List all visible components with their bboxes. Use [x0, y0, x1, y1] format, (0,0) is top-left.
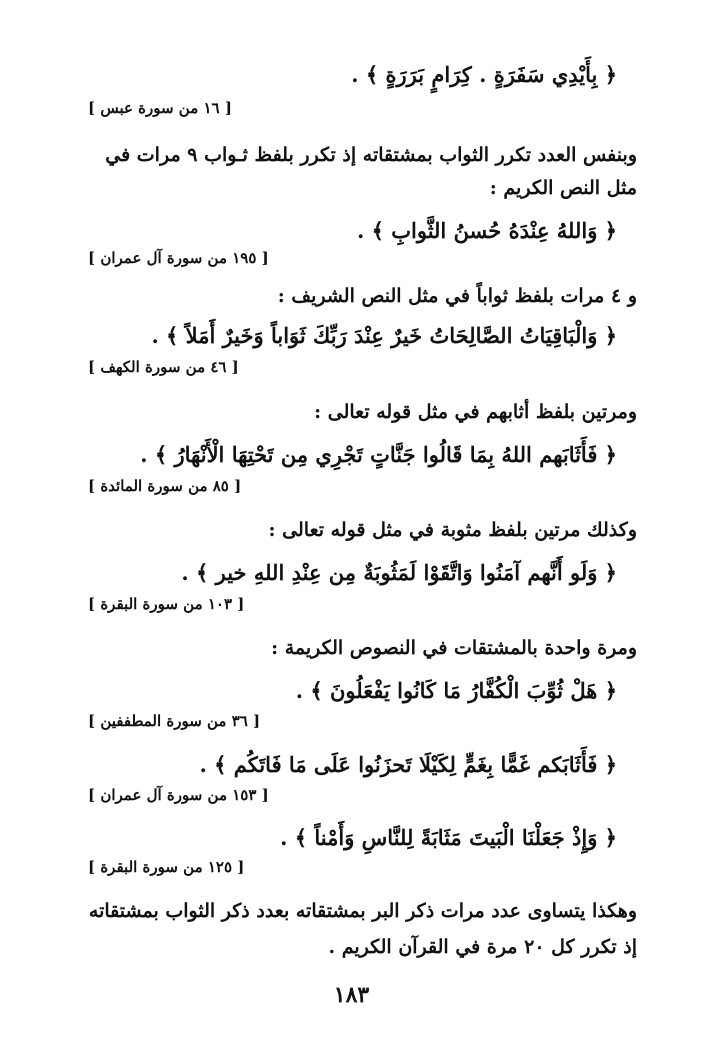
verse-line: ﴿ وَلَو أَنَّهم آمَنُوا وَاتَّقَوْا لَمَثُوبَةٌ مِن عِنْدِ اللهِ خير ﴾ . [181, 560, 617, 585]
verse-line: ﴿ وَالْبَاقِيَاتُ الصَّالِحَاتُ خَيرٌ عِنْدَ رَبِّكَ ثَوَاباً وَخَيرٌ أَمَلاً ﴾ . [151, 323, 617, 348]
verse-line: ﴿ بِأَيْدِي سَفَرَةٍ . كِرَامٍ بَرَرَةٍ ﴾ . [351, 62, 617, 87]
surah-reference: [ ١٥٣ من سورة آل عمران ] [88, 786, 269, 804]
verse-line: ﴿ وَإِذْ جَعَلْنَا الْبَيتَ مَثَابَةً لِلنَّاسِ وَأَمْناً ﴾ . [280, 825, 617, 850]
verse-line: ﴿ هَلْ ثُوِّبَ الْكُفَّارُ مَا كَانُوا يَفْعَلُونَ ﴾ . [295, 678, 617, 703]
surah-reference: [ ١٦ من سورة عبس ] [88, 99, 232, 117]
verse-line: ﴿ وَاللهُ عِنْدَهُ حُسنُ الثَّوابِ ﴾ . [357, 218, 617, 243]
paragraph-line: ومرة واحدة بالمشتقات في النصوص الكريمة : [271, 637, 637, 659]
verse-line: ﴿ فَأَثَابَكم غَمًّا بِغَمٍّ لِكَيْلَا تَحزَنُوا عَلَى مَا فَاتَكُم ﴾ . [199, 752, 617, 777]
surah-reference: [ ١٢٥ من سورة البقرة ] [88, 858, 245, 876]
paragraph-line: وهكذا يتساوى عدد مرات ذكر البر بمشتقاته بعدد ذكر الثواب بمشتقاته [88, 900, 637, 922]
page-number: ١٨٣ [333, 982, 370, 1008]
paragraph-line: و ٤ مرات بلفظ ثواباً في مثل النص الشريف : [277, 285, 637, 307]
paragraph-line: مثل النص الكريم : [489, 177, 637, 199]
surah-reference: [ ١٠٣ من سورة البقرة ] [88, 595, 245, 613]
paragraph-line: وكذلك مرتين بلفظ مثوبة في مثل قوله تعالى : [268, 519, 637, 541]
verse-line: ﴿ فَأَثَابَهم اللهُ بِمَا قَالُوا جَنَّاتٍ تَجْرِي مِن تَحْتِهَا الْأَنْهَارُ ﴾ . [140, 442, 617, 467]
paragraph-line: وبنفس العدد تكرر الثواب بمشتقاته إذ تكرر بلفظ ثـواب ٩ مرات في [105, 144, 637, 166]
surah-reference: [ ٨٥ من سورة المائدة ] [88, 477, 242, 495]
paragraph-line: ومرتين بلفظ أثابهم في مثل قوله تعالى : [314, 401, 637, 423]
surah-reference: [ ١٩٥ من سورة آل عمران ] [88, 249, 269, 267]
paragraph-line: إذ تكرر كل ٢٠ مرة في القرآن الكريم . [328, 936, 637, 958]
surah-reference: [ ٣٦ من سورة المطففين ] [88, 712, 261, 730]
surah-reference: [ ٤٦ من سورة الكهف ] [88, 358, 239, 376]
